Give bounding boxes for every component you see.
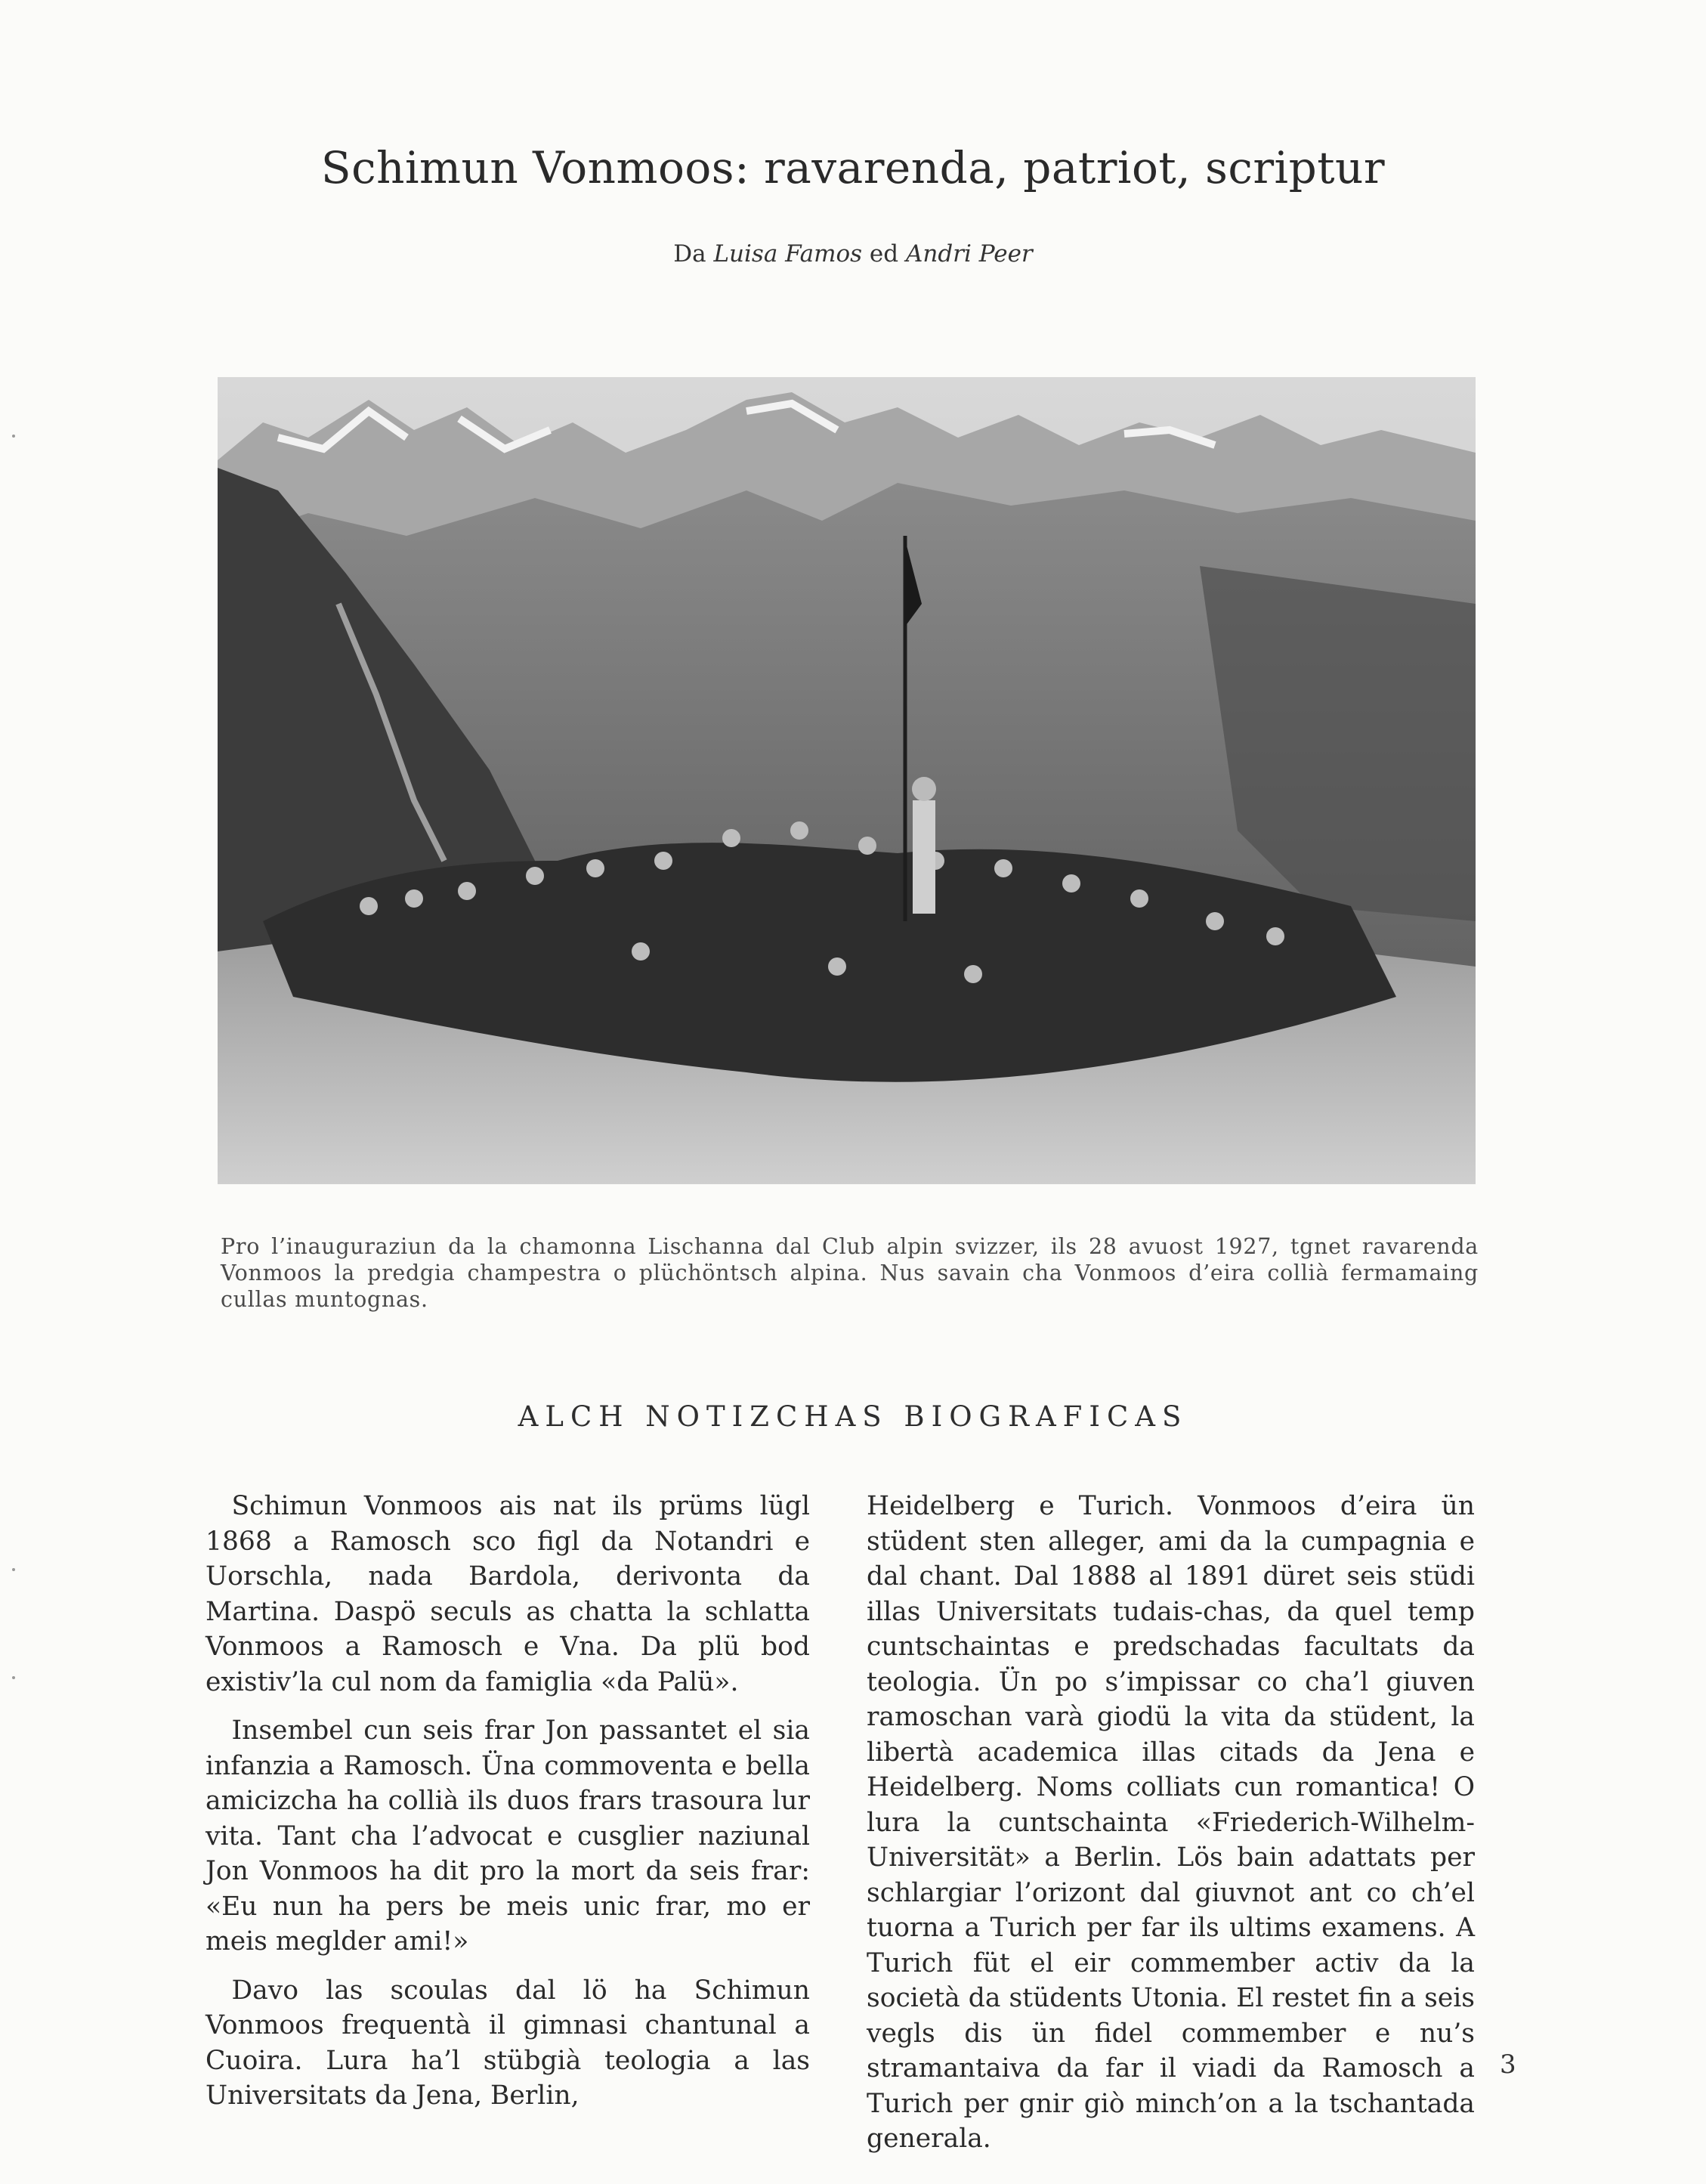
section-heading: ALCH NOTIZCHAS BIOGRAFICAS [518, 1400, 1188, 1433]
scan-margin-dot [12, 1676, 15, 1679]
scan-margin-dot [12, 1568, 15, 1571]
author-name: Andri Peer [905, 240, 1033, 268]
paragraph: Insembel cun seis frar Jon passantet el sia infanzia a Ramosch. Üna commoventa e bella amicizcha ha collià ils duos frars trasoura lur vita. Tant cha l’advocat e cusglier naziunal Jon Vonmoos ha dit pro la mort da seis frar: «Eu nun ha pers be meis unic frar, mo er meis meglder ami!» [206, 1715, 810, 1957]
photo-illustration [218, 377, 1476, 1184]
byline-prefix: Da [673, 240, 706, 268]
scan-margin-dot [12, 435, 15, 438]
photo-caption: Pro l’inauguraziun da la chamonna Lischanna dal Club alpin svizzer, ils 28 avuost 1927, tgnet ravarenda Vonmoos la predgia champestra o plüchöntsch alpina. Nus savain cha Vonmoos d’eira collià fermamaing cullas muntognas. [221, 1234, 1479, 1312]
page-number: 3 [1500, 2049, 1516, 2080]
author-name: Luisa Famos [713, 240, 863, 268]
byline [0, 240, 1706, 268]
right-text-column [867, 1489, 1475, 2157]
left-text-column [206, 1489, 810, 2114]
mountain-group-photo [218, 377, 1476, 1184]
byline-join: ed [869, 240, 899, 268]
article-title: Schimun Vonmoos: ravarenda, patriot, scriptur [320, 142, 1386, 193]
paragraph: Heidelberg e Turich. Vonmoos d’eira ün stüdent sten alleger, ami da la cumpagnia e dal chant. Dal 1888 al 1891 düret seis stüdi illas Universitats tudais-chas, da quel temp cuntschaintas e predschadas facultats da teologia. Ün po s’impissar co cha’l giuven ramoschan varà giodü la vita da stüdent, la libertà academica illas citads da Jena e Heidelberg. Noms colliats cun romantica! O lura la cuntschainta «Friederich-Wilhelm-Universität» a Berlin. Lös bain adattats per schlargiar l’orizont dal giuvnot ant co ch’el tuorna a Turich per far ils ultims examens. A Turich füt el eir commember activ da la società da stüdents Utonia. El restet fin a seis vegls dis ün fidel commember e nu’s stramantaiva da far il viadi da Ramosch a Turich per gnir giò minch’on a la tschantada generala. [867, 1491, 1475, 2154]
paragraph: Davo las scoulas dal lö ha Schimun Vonmoos frequentà il gimnasi chantunal a Cuoira. Lura ha’l stübgià teologia a las Universitats da Jena, Berlin, [206, 1975, 810, 2111]
paragraph: Schimun Vonmoos ais nat ils prüms lügl 1868 a Ramosch sco figl da Notandri e Uorschla, nada Bardola, derivonta da Martina. Daspö seculs as chatta la schlatta Vonmoos a Ramosch e Vna. Da plü bod existiv’la cul nom da famiglia «da Palü». [206, 1491, 810, 1697]
